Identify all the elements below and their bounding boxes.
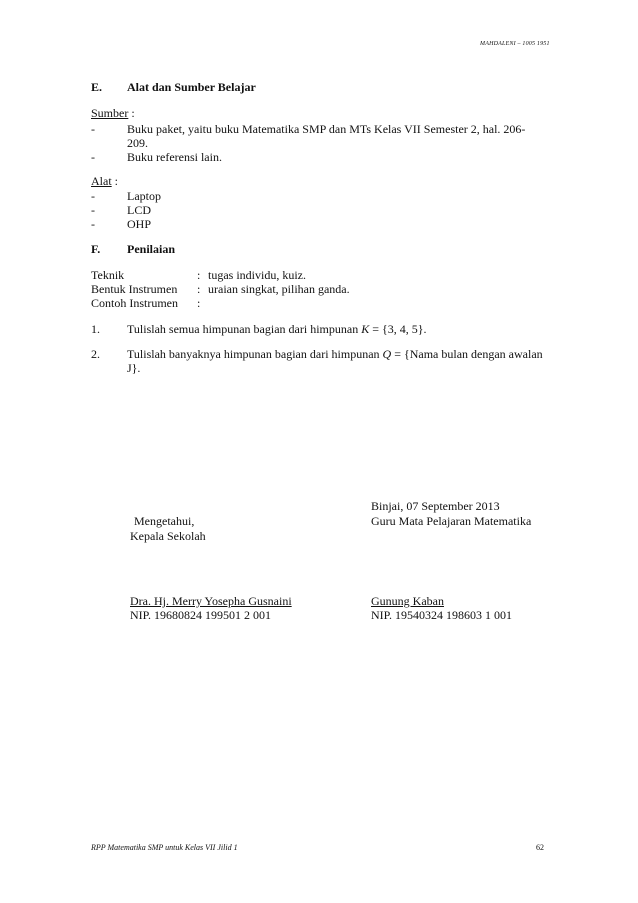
- right-signatory-name: Gunung Kaban: [371, 594, 444, 608]
- sumber-item-1-line1: Buku paket, yaitu buku Matematika SMP dan MTs Kelas VII Semester 2, hal. 206-: [127, 122, 526, 136]
- footer-page-number: 62: [536, 843, 544, 852]
- alat-bullet-2: -: [91, 203, 95, 217]
- bentuk-instrumen-colon: :: [197, 282, 201, 296]
- section-e-title: Alat dan Sumber Belajar: [127, 80, 256, 94]
- question-2-number: 2.: [91, 347, 100, 361]
- alat-bullet-1: -: [91, 189, 95, 203]
- bentuk-instrumen-value: uraian singkat, pilihan ganda.: [208, 282, 350, 296]
- sumber-bullet-2: -: [91, 150, 95, 164]
- teknik-colon: :: [197, 268, 201, 282]
- contoh-instrumen-label: Contoh Instrumen: [91, 296, 178, 310]
- footer-book-title: RPP Matematika SMP untuk Kelas VII Jilid 1: [91, 843, 238, 852]
- sumber-bullet-1: -: [91, 122, 95, 136]
- alat-bullet-3: -: [91, 217, 95, 231]
- teknik-value: tugas individu, kuiz.: [208, 268, 306, 282]
- question-1-text: [127, 322, 427, 336]
- contoh-instrumen-colon: :: [197, 296, 201, 310]
- sumber-heading: [91, 106, 135, 120]
- question-2-pre: Tulislah banyaknya himpunan bagian dari himpunan: [127, 347, 383, 361]
- bentuk-instrumen-label: Bentuk Instrumen: [91, 282, 178, 296]
- left-signatory-nip: NIP. 19680824 199501 2 001: [130, 608, 272, 622]
- left-signatory-name: Dra. Hj. Merry Yosepha Gusnaini: [130, 594, 292, 608]
- alat-item-ohp: OHP: [127, 217, 152, 231]
- author-tag: MAHDALENI – 1005 1951: [480, 41, 550, 47]
- sumber-label: Sumber: [91, 106, 129, 120]
- question-1-var: K: [361, 322, 370, 336]
- alat-item-laptop: Laptop: [127, 189, 161, 203]
- alat-heading: [91, 174, 118, 188]
- place-date: Binjai, 07 September 2013: [371, 499, 500, 513]
- question-2-line2: J}.: [127, 361, 141, 375]
- question-1-post: = {3, 4, 5}.: [369, 322, 427, 336]
- right-signatory-nip: NIP. 19540324 198603 1 001: [371, 608, 513, 622]
- left-title-kepala-sekolah: Kepala Sekolah: [130, 529, 206, 543]
- section-f-title: Penilaian: [127, 242, 176, 256]
- right-title: Guru Mata Pelajaran Matematika: [371, 514, 532, 528]
- left-title-mengetahui: Mengetahui,: [134, 514, 195, 528]
- question-1-number: 1.: [91, 322, 100, 336]
- question-1-pre: Tulislah semua himpunan bagian dari himpunan: [127, 322, 362, 336]
- alat-colon: :: [111, 174, 119, 188]
- section-f-letter: F.: [91, 242, 101, 256]
- question-2-var: Q: [382, 347, 392, 361]
- section-e-letter: E.: [91, 80, 103, 94]
- sumber-colon: :: [128, 106, 135, 120]
- teknik-label: Teknik: [91, 268, 125, 282]
- question-2-post: = {Nama bulan dengan awalan: [391, 347, 543, 361]
- question-2-text: [127, 347, 543, 361]
- alat-label: Alat: [91, 174, 112, 188]
- alat-item-lcd: LCD: [127, 203, 151, 217]
- sumber-item-2: Buku referensi lain.: [127, 150, 222, 164]
- sumber-item-1-line2: 209.: [127, 136, 148, 150]
